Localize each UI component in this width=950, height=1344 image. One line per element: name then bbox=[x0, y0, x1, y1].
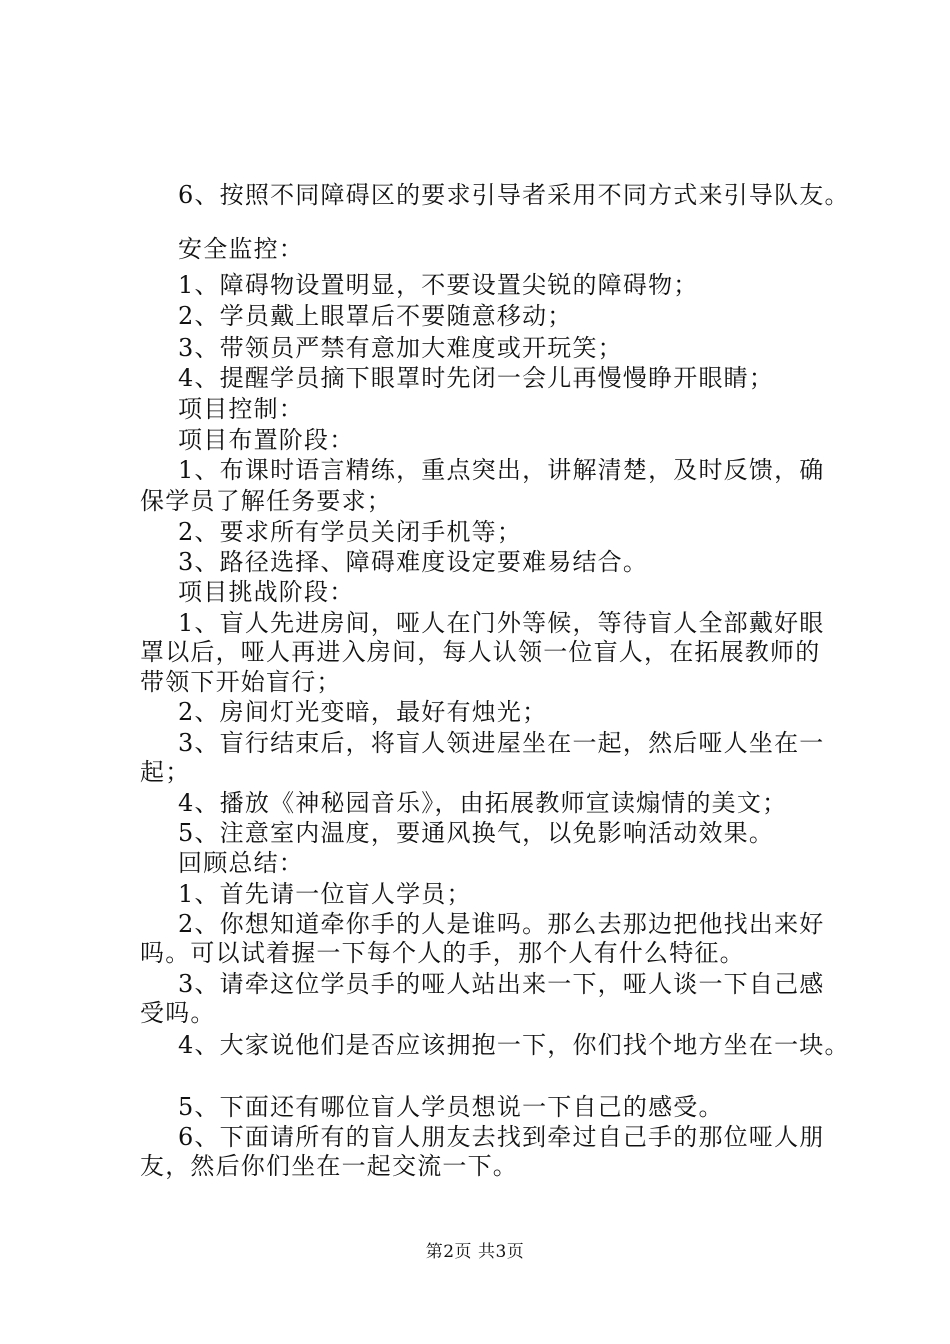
text-line: 3、盲行结束后，将盲人领进屋坐在一起，然后哑人坐在一 bbox=[178, 729, 825, 757]
text-line: 起； bbox=[140, 758, 191, 786]
section-heading: 回顾总结： bbox=[178, 849, 304, 877]
text-line: 吗。可以试着握一下每个人的手，那个人有什么特征。 bbox=[140, 939, 745, 967]
text-line: 4、播放《神秘园音乐》，由拓展教师宣读煽情的美文； bbox=[178, 789, 788, 817]
text-line: 3、带领员严禁有意加大难度或开玩笑； bbox=[178, 334, 623, 362]
text-line: 5、注意室内温度，要通风换气，以免影响活动效果。 bbox=[178, 819, 775, 847]
text-line: 2、房间灯光变暗，最好有烛光； bbox=[178, 698, 548, 726]
text-line: 4、大家说他们是否应该拥抱一下，你们找个地方坐在一块。 bbox=[178, 1031, 850, 1059]
text-line: 友，然后你们坐在一起交流一下。 bbox=[140, 1152, 518, 1180]
text-line: 2、要求所有学员关闭手机等； bbox=[178, 518, 523, 546]
section-heading: 项目控制： bbox=[178, 395, 304, 423]
text-line: 6、下面请所有的盲人朋友去找到牵过自己手的那位哑人朋 bbox=[178, 1123, 825, 1151]
page-number-footer: 第2页 共3页 bbox=[425, 1242, 525, 1262]
text-line: 1、障碍物设置明显，不要设置尖锐的障碍物； bbox=[178, 271, 699, 299]
section-heading: 项目挑战阶段： bbox=[178, 578, 355, 606]
text-line: 1、首先请一位盲人学员； bbox=[178, 880, 472, 908]
text-line: 3、请牵这位学员手的哑人站出来一下，哑人谈一下自己感 bbox=[178, 970, 825, 998]
text-line: 5、下面还有哪位盲人学员想说一下自己的感受。 bbox=[178, 1093, 724, 1121]
section-heading: 安全监控： bbox=[178, 235, 304, 263]
text-line: 1、盲人先进房间，哑人在门外等候，等待盲人全部戴好眼 bbox=[178, 609, 825, 637]
text-line: 带领下开始盲行； bbox=[140, 668, 342, 696]
text-line: 受吗。 bbox=[140, 999, 216, 1027]
text-line: 保学员了解任务要求； bbox=[140, 487, 392, 515]
text-line: 1、布课时语言精练，重点突出，讲解清楚，及时反馈，确 bbox=[178, 456, 825, 484]
text-line: 罩以后，哑人再进入房间，每人认领一位盲人，在拓展教师的 bbox=[140, 638, 821, 666]
text-line: 2、你想知道牵你手的人是谁吗。那么去那边把他找出来好 bbox=[178, 910, 825, 938]
text-line: 4、提醒学员摘下眼罩时先闭一会儿再慢慢睁开眼睛； bbox=[178, 364, 775, 392]
text-line: 6、按照不同障碍区的要求引导者采用不同方式来引导队友。 bbox=[178, 181, 850, 209]
text-line: 3、路径选择、障碍难度设定要难易结合。 bbox=[178, 548, 649, 576]
text-line: 2、学员戴上眼罩后不要随意移动； bbox=[178, 302, 573, 330]
section-heading: 项目布置阶段： bbox=[178, 426, 355, 454]
